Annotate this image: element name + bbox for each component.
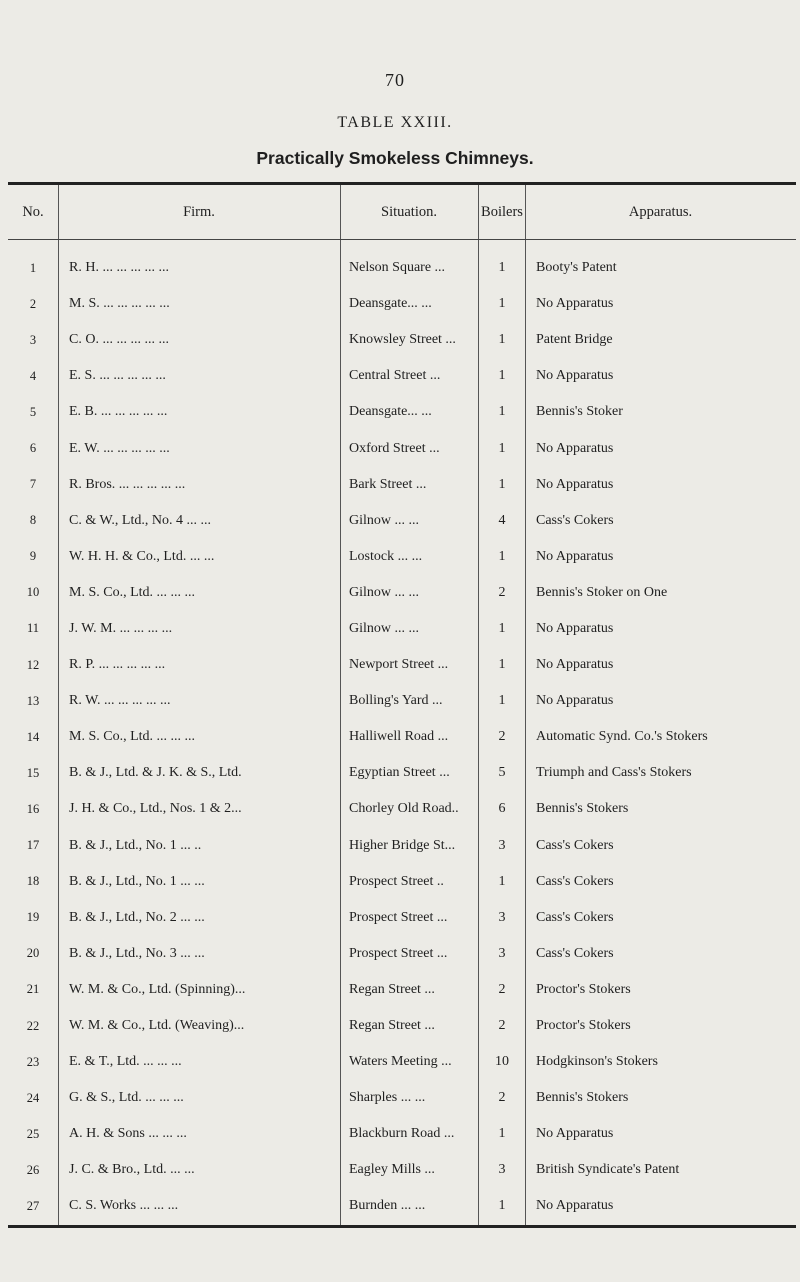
cell-boilers: 3 (479, 1152, 526, 1188)
cell-situation: Newport Street ... (341, 647, 479, 683)
cell-situation: Sharples ... ... (341, 1080, 479, 1116)
header-situation: Situation. (341, 184, 479, 240)
cell-boilers: 3 (479, 936, 526, 972)
cell-boilers: 10 (479, 1044, 526, 1080)
table-row (8, 467, 796, 503)
cell-apparatus: No Apparatus (526, 467, 797, 503)
cell-situation: Higher Bridge St... (341, 828, 479, 864)
cell-no: 7 (29, 477, 37, 492)
cell-apparatus: No Apparatus (526, 286, 797, 322)
cell-boilers: 1 (479, 467, 526, 503)
cell-situation: Egyptian Street ... (341, 755, 479, 791)
cell-boilers: 1 (479, 394, 526, 430)
cell-firm: M. S. Co., Ltd. ... ... ... (59, 719, 341, 755)
cell-situation: Deansgate... ... (341, 286, 479, 322)
cell-firm: W. M. & Co., Ltd. (Spinning)... (59, 972, 341, 1008)
cell-situation: Deansgate... ... (341, 394, 479, 430)
table-row (8, 972, 796, 1008)
cell-firm: B. & J., Ltd., No. 1 ... ... (59, 864, 341, 900)
table-row (8, 240, 796, 287)
table-row (8, 1080, 796, 1116)
cell-firm: J. W. M. ... ... ... ... (59, 611, 341, 647)
table-row (8, 683, 796, 719)
cell-boilers: 1 (479, 1116, 526, 1152)
cell-boilers: 1 (479, 430, 526, 466)
cell-firm: W. M. & Co., Ltd. (Weaving)... (59, 1008, 341, 1044)
cell-no: 21 (26, 982, 40, 997)
cell-apparatus: No Apparatus (526, 1188, 797, 1226)
cell-boilers: 5 (479, 755, 526, 791)
table-title: TABLE XXIII. (337, 114, 453, 131)
table-row (8, 791, 796, 827)
cell-no: 3 (29, 332, 37, 347)
cell-boilers: 3 (479, 828, 526, 864)
cell-situation: Bark Street ... (341, 467, 479, 503)
cell-firm: R. P. ... ... ... ... ... (59, 647, 341, 683)
cell-apparatus: Patent Bridge (526, 322, 797, 358)
cell-firm: G. & S., Ltd. ... ... ... (59, 1080, 341, 1116)
table-row (8, 1188, 796, 1226)
cell-boilers: 2 (479, 575, 526, 611)
cell-no: 27 (26, 1198, 40, 1213)
cell-boilers: 2 (479, 972, 526, 1008)
cell-situation: Blackburn Road ... (341, 1116, 479, 1152)
cell-situation: Prospect Street .. (341, 864, 479, 900)
cell-no: 25 (26, 1126, 40, 1141)
cell-no: 12 (26, 657, 40, 672)
cell-apparatus: No Apparatus (526, 539, 797, 575)
cell-situation: Nelson Square ... (341, 240, 479, 287)
header-boilers: Boilers (479, 184, 526, 240)
cell-situation: Prospect Street ... (341, 936, 479, 972)
cell-apparatus: Cass's Cokers (526, 936, 797, 972)
table-row (8, 575, 796, 611)
cell-apparatus: No Apparatus (526, 647, 797, 683)
cell-no: 26 (26, 1162, 40, 1177)
cell-no: 23 (26, 1054, 40, 1069)
cell-firm: B. & J., Ltd., No. 1 ... .. (59, 828, 341, 864)
cell-boilers: 1 (479, 358, 526, 394)
cell-apparatus: No Apparatus (526, 430, 797, 466)
cell-firm: B. & J., Ltd., No. 2 ... ... (59, 900, 341, 936)
header-no: No. (8, 184, 59, 240)
table-row (8, 322, 796, 358)
cell-apparatus: Triumph and Cass's Stokers (526, 755, 797, 791)
table-row (8, 864, 796, 900)
cell-apparatus: Bennis's Stoker on One (526, 575, 797, 611)
cell-boilers: 1 (479, 1188, 526, 1226)
cell-boilers: 1 (479, 240, 526, 287)
cell-situation: Prospect Street ... (341, 900, 479, 936)
page-number: 70 (385, 70, 405, 90)
cell-firm: B. & J., Ltd., No. 3 ... ... (59, 936, 341, 972)
cell-firm: C. O. ... ... ... ... ... (59, 322, 341, 358)
cell-no: 5 (29, 404, 37, 419)
table-subtitle: Practically Smokeless Chimneys. (256, 148, 534, 168)
cell-boilers: 1 (479, 864, 526, 900)
cell-firm: C. S. Works ... ... ... (59, 1188, 341, 1226)
cell-firm: W. H. H. & Co., Ltd. ... ... (59, 539, 341, 575)
cell-boilers: 1 (479, 286, 526, 322)
cell-situation: Gilnow ... ... (341, 575, 479, 611)
cell-no: 9 (29, 549, 37, 564)
cell-no: 14 (26, 729, 40, 744)
cell-apparatus: Bennis's Stokers (526, 791, 797, 827)
table-row (8, 1044, 796, 1080)
header-firm: Firm. (59, 184, 341, 240)
cell-apparatus: Bennis's Stokers (526, 1080, 797, 1116)
chimneys-table (8, 182, 796, 1228)
cell-no: 17 (26, 838, 40, 853)
table-row (8, 936, 796, 972)
cell-boilers: 1 (479, 683, 526, 719)
cell-firm: E. & T., Ltd. ... ... ... (59, 1044, 341, 1080)
table-row (8, 647, 796, 683)
cell-firm: R. Bros. ... ... ... ... ... (59, 467, 341, 503)
table-row (8, 828, 796, 864)
cell-boilers: 1 (479, 611, 526, 647)
cell-situation: Gilnow ... ... (341, 503, 479, 539)
cell-no: 22 (26, 1018, 40, 1033)
cell-boilers: 2 (479, 1008, 526, 1044)
cell-no: 8 (29, 513, 37, 528)
cell-apparatus: Proctor's Stokers (526, 972, 797, 1008)
cell-no: 13 (26, 693, 40, 708)
cell-firm: E. S. ... ... ... ... ... (59, 358, 341, 394)
table-row (8, 394, 796, 430)
cell-situation: Bolling's Yard ... (341, 683, 479, 719)
cell-boilers: 2 (479, 1080, 526, 1116)
cell-firm: E. B. ... ... ... ... ... (59, 394, 341, 430)
cell-boilers: 1 (479, 647, 526, 683)
table-row (8, 1008, 796, 1044)
cell-firm: C. & W., Ltd., No. 4 ... ... (59, 503, 341, 539)
cell-situation: Knowsley Street ... (341, 322, 479, 358)
cell-apparatus: British Syndicate's Patent (526, 1152, 797, 1188)
cell-no: 1 (29, 260, 37, 275)
table-row (8, 358, 796, 394)
cell-firm: M. S. Co., Ltd. ... ... ... (59, 575, 341, 611)
cell-situation: Lostock ... ... (341, 539, 479, 575)
table-header-row (8, 184, 796, 240)
table-row (8, 755, 796, 791)
table-row (8, 430, 796, 466)
cell-firm: E. W. ... ... ... ... ... (59, 430, 341, 466)
cell-situation: Oxford Street ... (341, 430, 479, 466)
cell-no: 18 (26, 874, 40, 889)
cell-apparatus: No Apparatus (526, 358, 797, 394)
cell-firm: J. H. & Co., Ltd., Nos. 1 & 2... (59, 791, 341, 827)
table-row (8, 1152, 796, 1188)
cell-situation: Regan Street ... (341, 972, 479, 1008)
cell-boilers: 2 (479, 719, 526, 755)
cell-apparatus: Proctor's Stokers (526, 1008, 797, 1044)
cell-no: 4 (29, 368, 37, 383)
cell-situation: Eagley Mills ... (341, 1152, 479, 1188)
cell-apparatus: Hodgkinson's Stokers (526, 1044, 797, 1080)
cell-apparatus: Automatic Synd. Co.'s Stokers (526, 719, 797, 755)
cell-apparatus: Cass's Cokers (526, 503, 797, 539)
cell-apparatus: Bennis's Stoker (526, 394, 797, 430)
cell-boilers: 1 (479, 539, 526, 575)
table-body (8, 240, 796, 1227)
cell-situation: Regan Street ... (341, 1008, 479, 1044)
cell-apparatus: Cass's Cokers (526, 828, 797, 864)
cell-no: 19 (26, 910, 40, 925)
cell-no: 20 (26, 946, 40, 961)
cell-firm: R. H. ... ... ... ... ... (59, 240, 341, 287)
cell-firm: R. W. ... ... ... ... ... (59, 683, 341, 719)
cell-apparatus: No Apparatus (526, 611, 797, 647)
cell-apparatus: No Apparatus (526, 683, 797, 719)
cell-apparatus: Cass's Cokers (526, 900, 797, 936)
table-row (8, 719, 796, 755)
cell-no: 6 (29, 441, 37, 456)
table-row (8, 900, 796, 936)
cell-firm: B. & J., Ltd. & J. K. & S., Ltd. (59, 755, 341, 791)
cell-boilers: 3 (479, 900, 526, 936)
cell-firm: J. C. & Bro., Ltd. ... ... (59, 1152, 341, 1188)
table-row (8, 611, 796, 647)
cell-situation: Central Street ... (341, 358, 479, 394)
cell-situation: Waters Meeting ... (341, 1044, 479, 1080)
cell-boilers: 6 (479, 791, 526, 827)
cell-situation: Burnden ... ... (341, 1188, 479, 1226)
cell-apparatus: Cass's Cokers (526, 864, 797, 900)
cell-no: 16 (26, 801, 40, 816)
cell-situation: Halliwell Road ... (341, 719, 479, 755)
cell-situation: Gilnow ... ... (341, 611, 479, 647)
cell-apparatus: No Apparatus (526, 1116, 797, 1152)
cell-boilers: 1 (479, 322, 526, 358)
cell-no: 11 (26, 621, 40, 636)
table-row (8, 286, 796, 322)
cell-no: 24 (26, 1090, 40, 1105)
cell-no: 10 (26, 585, 40, 600)
cell-firm: M. S. ... ... ... ... ... (59, 286, 341, 322)
cell-apparatus: Booty's Patent (526, 240, 797, 287)
cell-firm: A. H. & Sons ... ... ... (59, 1116, 341, 1152)
table-row (8, 503, 796, 539)
table-row (8, 1116, 796, 1152)
cell-no: 2 (29, 296, 37, 311)
cell-situation: Chorley Old Road.. (341, 791, 479, 827)
cell-boilers: 4 (479, 503, 526, 539)
cell-no: 15 (26, 765, 40, 780)
header-apparatus: Apparatus. (526, 184, 797, 240)
table-row (8, 539, 796, 575)
